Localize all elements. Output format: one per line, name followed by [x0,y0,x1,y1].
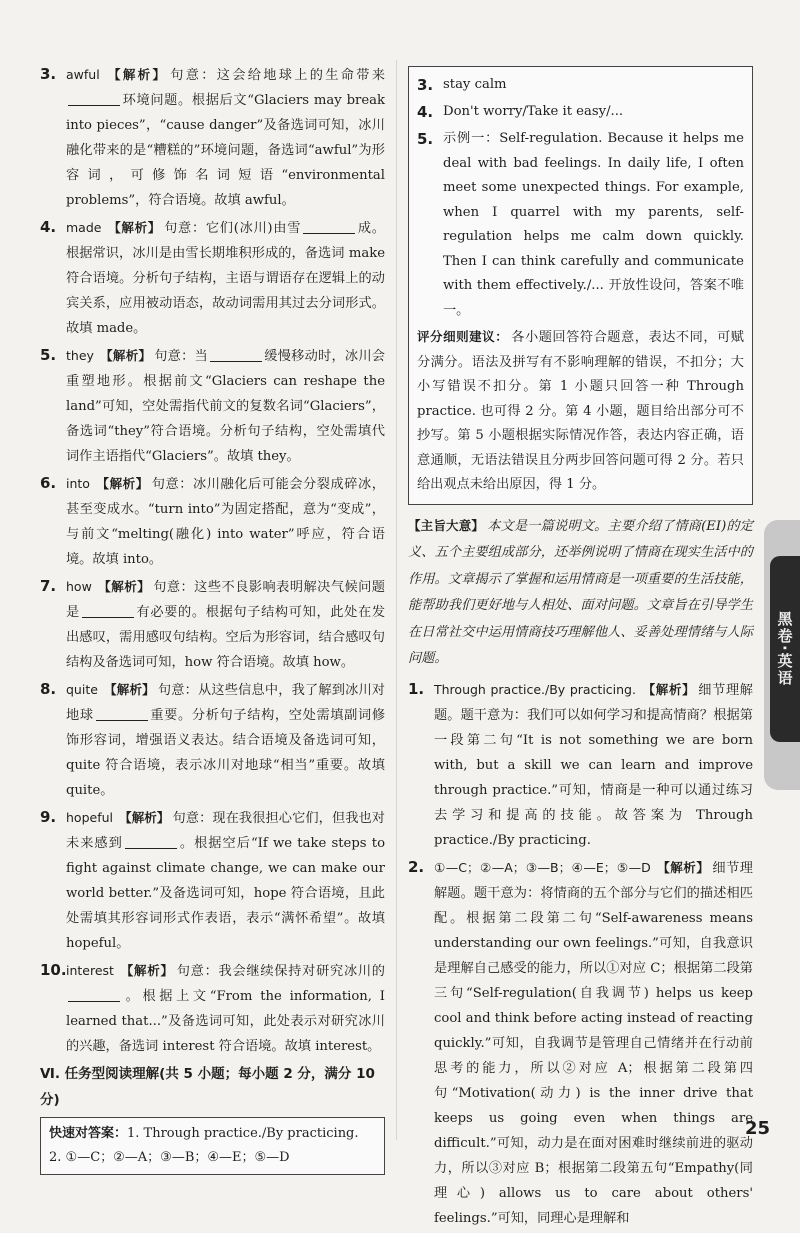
answer-blank [210,347,262,362]
item-answer: hopeful [66,810,113,825]
scoring-tag: 评分细则建议： [417,329,509,344]
item-body [66,343,385,469]
answer-blank [125,834,177,849]
item-text-pre: 句意：现在我很担心它们，但我也对未来感到 [66,811,385,851]
item-text-post: 。根据上文“From the information, I learned that...”及备选词可知，此处表示对研究冰川的兴趣，备选词 interest 符合语境。故填 interest。 [66,989,385,1054]
item-body [66,215,385,341]
item-number: 5. [40,346,57,364]
item-text: 细节理解题。题干意为：我们可以如何学习和提高情商？根据第一段第二句“It is not something we are born with, but a skill we can learn and improve through practice.”可知，情商是一种可以通过练习去学习和提高的技能。故答案为 Through practice./By practicing. [434,682,753,848]
left-column [40,62,385,1175]
analysis-tag: 【解析】 [95,476,149,491]
item-number: 3. [40,65,57,83]
item-number: 10. [40,961,67,979]
column-divider [396,60,397,1140]
answer-box [408,66,753,505]
item-text-pre: 句意：这会给地球上的生命带来 [170,68,385,83]
item-answer: made [66,220,102,235]
item-number: 6. [40,474,57,492]
right-column [408,66,753,1233]
item-text-post: 。根据空后“If we take steps to fight against climate change, we can make our world better.”及备选词可知，hope 符合语境，且此处需填其形容词形式作表语，表示“满怀希望”。故填 hopeful。 [66,836,386,951]
item-body [66,677,385,803]
item-body [434,855,753,1231]
quick-answer-line-2: 2. ①—C；②—A；③—B；④—E；⑤—D [49,1150,290,1165]
item-text-pre: 句意：冰川融化后可能会分裂成碎冰，甚至变成水。“turn into”为固定搭配，意为“变成”，与前文“melting(融化) into water”呼应，符合语境。故填 into。 [66,477,385,567]
analysis-tag: 【解析】 [103,682,155,697]
item-number: 3. [417,76,434,94]
answer-item [408,677,753,853]
answer-item [40,343,385,469]
item-text-post: 重要。分析句子结构，空处需填副词修饰形容词，增强语义表达。结合语境及备选词可知，quite 符合语境，表示冰川对地球“相当”重要。故填 quite。 [66,708,386,798]
item-text: Don't worry/Take it easy/... [443,104,624,119]
answer-item [40,805,385,956]
answer-item [40,958,385,1059]
analysis-tag: 【解析】 [97,579,151,594]
item-number: 7. [40,577,57,595]
item-number: 8. [40,680,57,698]
item-text-pre: 句意：这些不良影响表明解决气候问题是 [66,580,385,620]
section-title: Ⅵ. 任务型阅读理解(共 5 小题；每小题 2 分，满分 10 分) [40,1066,375,1108]
item-answer: they [66,348,94,363]
item-body [66,805,385,956]
item-answer: how [66,579,92,594]
analysis-tag: 【解析】 [105,67,168,82]
item-text-pre: 句意：当 [154,349,208,364]
box-item [417,100,744,125]
answer-item [40,677,385,803]
item-body [66,574,385,675]
item-number: 5. [417,130,434,148]
item-answer: awful [66,67,100,82]
item-answer: quite [66,682,98,697]
main-idea-tag: 【主旨大意】 [408,517,485,533]
quick-answer-box [40,1117,385,1175]
analysis-tag: 【解析】 [656,859,710,875]
answer-item [408,855,753,1231]
right-answer-list [408,677,753,1231]
quick-answer-label: 快速对答案： [49,1126,128,1141]
item-number: 4. [40,218,57,236]
item-text: 细节理解题。题干意为：将情商的五个部分与它们的描述相匹配。根据第二段第二句“Self-awareness means understanding our own feelings.”可知，自我意识是理解自己感受的能力，所以①对应 C；根据第二段第三句“Self-regulation(自我调节) helps us keep cool and think before acting instead of reacting quickly.”可知，自我调节是管理自己情绪并在行动前思考的能力，所以②对应 A；根据第二段第四句“Motivation(动力) is the inner drive that keeps us going even when things are difficult.”可知，动力是在面对困难时继续前进的驱动力，所以③对应 B；根据第二段第五句“Empathy(同理心) allows us to care about others' feelings.”可知，同理心是理解和 [434,860,753,1226]
left-answer-list [40,62,385,1059]
answer-blank [68,987,120,1002]
item-text-post: 缓慢移动时，冰川会重塑地形。根据前文“Glaciers can reshape the land”可知，空处需指代前文的复数名词“Glaciers”，备选词“they”符合语境。分析句子结构，空处需填代词作主语指代“Glaciers”。故填 they。 [66,349,385,464]
answer-blank [303,219,355,234]
analysis-tag: 【解析】 [107,220,162,235]
main-idea-text: 本文是一篇说明文。主要介绍了情商(EI)的定义、五个主要组成部分，还举例说明了情商在现实生活中的作用。文章揭示了掌握和运用情商是一项重要的生活技能，能帮助我们更好地与人相处、面对问题。文章旨在引导学生在日常社交中运用情商技巧理解他人、妥善处理情绪与人际问题。 [408,518,753,666]
item-answer: interest [66,963,114,978]
box-item [417,73,744,98]
answer-item [40,471,385,572]
item-answer: Through practice./By practicing. [434,681,636,697]
scoring-rules [417,325,744,498]
item-text-post: 环境问题。根据后文“Glaciers may break into pieces”，“cause danger”及备选词可知，冰川融化带来的是“糟糕的”环境问题，备选词“awful”为形容词，可修饰名词短语“environmental problems”，符合语境。故填 awful。 [66,93,385,208]
item-answer: into [66,476,90,491]
box-item [417,127,744,323]
item-body [66,471,385,572]
item-body [66,62,385,213]
item-number: 9. [40,808,57,826]
answer-item [40,62,385,213]
analysis-tag: 【解析】 [119,810,170,825]
quick-answer-line-1: 1. Through practice./By practicing. [127,1126,359,1141]
answer-blank [96,706,148,721]
item-text: 示例一：Self-regulation. Because it helps me deal with bad feelings. In daily life, I often meet some unexpected things. For example, when I quarrel with my parents, self-regulation helps me calm down quickly. Then I can think carefully and communicate with them effectively./... 开放性设问，答案不唯一。 [443,131,744,318]
answer-blank [82,603,134,618]
item-body [434,677,753,853]
item-body [66,958,385,1059]
analysis-tag: 【解析】 [641,681,696,697]
analysis-tag: 【解析】 [119,963,174,978]
item-text-pre: 句意：我会继续保持对研究冰川的 [176,964,385,979]
box-answer-list [417,73,744,323]
item-number: 1. [408,679,425,698]
item-number: 2. [408,857,425,876]
answer-item [40,215,385,341]
item-text-pre: 句意：它们(冰川)由雪 [164,221,302,236]
answer-item [40,574,385,675]
answer-blank [68,91,120,106]
analysis-tag: 【解析】 [99,348,152,363]
item-text-pre: 句意：从这些信息中，我了解到冰川对地球 [66,683,385,723]
item-text: stay calm [443,77,507,92]
scoring-text: 各小题回答符合题意，表达不同，可赋分满分。语法及拼写有不影响理解的错误，不扣分；大小写错误不扣分。第 1 小题只回答一种 Through practice. 也可得 2 分。第 4 小题，题目给出部分可不抄写。第 5 小题根据实际情况作答，表达内容正确，语意通顺，无语法错误且分两步回答问题可得 2 分。若只给出观点未给出原因，得 1 分。 [417,330,744,492]
item-number: 4. [417,103,434,121]
page-number: 25 [744,1118,770,1139]
side-tab-label: 黑卷·英语 [770,556,800,742]
main-idea [408,513,753,673]
item-text-post: 成。根据常识，冰川是由雪长期堆积形成的，备选词 make 符合语境。分析句子结构，主语与谓语存在逻辑上的动宾关系，应用被动语态，故动词需用其过去分词形式。故填 made。 [66,221,385,336]
item-answer: ①—C；②—A；③—B；④—E；⑤—D [434,859,651,875]
item-text-post: 有必要的。根据句子结构可知，此处在发出感叹，需用感叹句结构。空后为形容词，结合感叹句结构及备选词可知，how 符合语境。故填 how。 [66,605,385,670]
